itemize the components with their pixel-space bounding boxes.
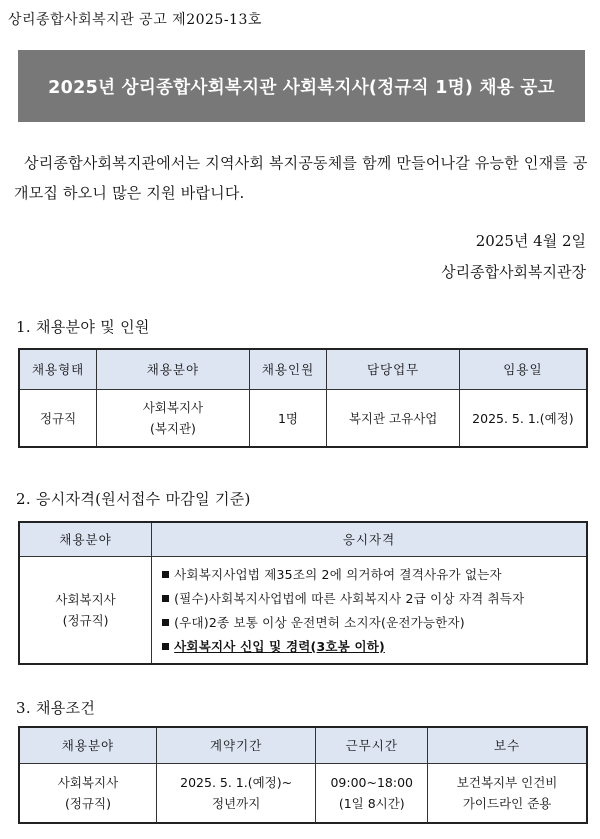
header-cell: 채용분야 bbox=[19, 727, 156, 763]
qualification-list bbox=[152, 557, 586, 663]
qualification-table bbox=[18, 521, 588, 665]
title-banner bbox=[18, 50, 585, 122]
header-cell: 채용인원 bbox=[249, 349, 327, 389]
header-cell: 채용형태 bbox=[19, 349, 97, 389]
salary: 보건복지부 인건비 가이드라인 준용 bbox=[428, 763, 587, 823]
work-hours: 09:00~18:00 (1일 8시간) bbox=[316, 763, 428, 823]
list-item: 사회복지사 신입 및 경력(3호봉 이하) bbox=[162, 635, 580, 659]
square-bullet-icon bbox=[162, 595, 169, 602]
header-cell: 임용일 bbox=[459, 349, 587, 389]
qualification-field: 사회복지사 (정규직) bbox=[19, 556, 152, 664]
qualification-header-row bbox=[19, 522, 587, 556]
square-bullet-icon bbox=[162, 571, 169, 578]
square-bullet-icon bbox=[162, 643, 169, 650]
list-item: 사회복지사업법 제35조의 2에 의거하여 결격사유가 없는자 bbox=[162, 563, 580, 587]
header-cell: 채용분야 bbox=[97, 349, 249, 389]
recruit-table bbox=[18, 348, 588, 448]
recruit-field: 사회복지사 (복지관) bbox=[97, 389, 249, 447]
conditions-field: 사회복지사 (정규직) bbox=[19, 763, 156, 823]
qualification-list-cell bbox=[152, 556, 587, 664]
start-date: 2025. 5. 1.(예정) bbox=[459, 389, 587, 447]
notice-date: 2025년 4월 2일 bbox=[475, 232, 586, 250]
table-row bbox=[19, 556, 587, 664]
contract-period: 2025. 5. 1.(예정)~ 정년까지 bbox=[156, 763, 315, 823]
section1-title: 1. 채용분야 및 인원 bbox=[16, 318, 150, 336]
page-title: 2025년 상리종합사회복지관 사회복지사(정규직 1명) 채용 공고 bbox=[48, 77, 555, 98]
conditions-header-row bbox=[19, 727, 587, 763]
header-cell: 보수 bbox=[428, 727, 587, 763]
notice-number: 상리종합사회복지관 공고 제2025-13호 bbox=[8, 12, 262, 28]
table-row bbox=[19, 389, 587, 447]
intro-paragraph: 상리종합사회복지관에서는 지역사회 복지공동체를 함께 만들어나갈 유능한 인재를 공개모집 하오니 많은 지원 바랍니다. bbox=[14, 154, 588, 202]
header-cell: 담당업무 bbox=[327, 349, 459, 389]
duty: 복지관 고유사업 bbox=[327, 389, 459, 447]
signer: 상리종합사회복지관장 bbox=[441, 263, 586, 281]
header-cell: 채용분야 bbox=[19, 522, 152, 556]
section2-title: 2. 응시자격(원서접수 마감일 기준) bbox=[16, 490, 251, 508]
list-item: (필수)사회복지사업법에 따른 사회복지사 2급 이상 자격 취득자 bbox=[162, 587, 580, 611]
header-cell: 근무시간 bbox=[316, 727, 428, 763]
section3-title: 3. 채용조건 bbox=[16, 699, 96, 717]
recruit-count: 1명 bbox=[249, 389, 327, 447]
header-cell: 계약기간 bbox=[156, 727, 315, 763]
employment-type: 정규직 bbox=[19, 389, 97, 447]
recruit-header-row bbox=[19, 349, 587, 389]
header-cell: 응시자격 bbox=[152, 522, 587, 556]
conditions-table bbox=[18, 726, 588, 824]
table-row bbox=[19, 763, 587, 823]
list-item: (우대)2종 보통 이상 운전면허 소지자(운전가능한자) bbox=[162, 611, 580, 635]
square-bullet-icon bbox=[162, 619, 169, 626]
